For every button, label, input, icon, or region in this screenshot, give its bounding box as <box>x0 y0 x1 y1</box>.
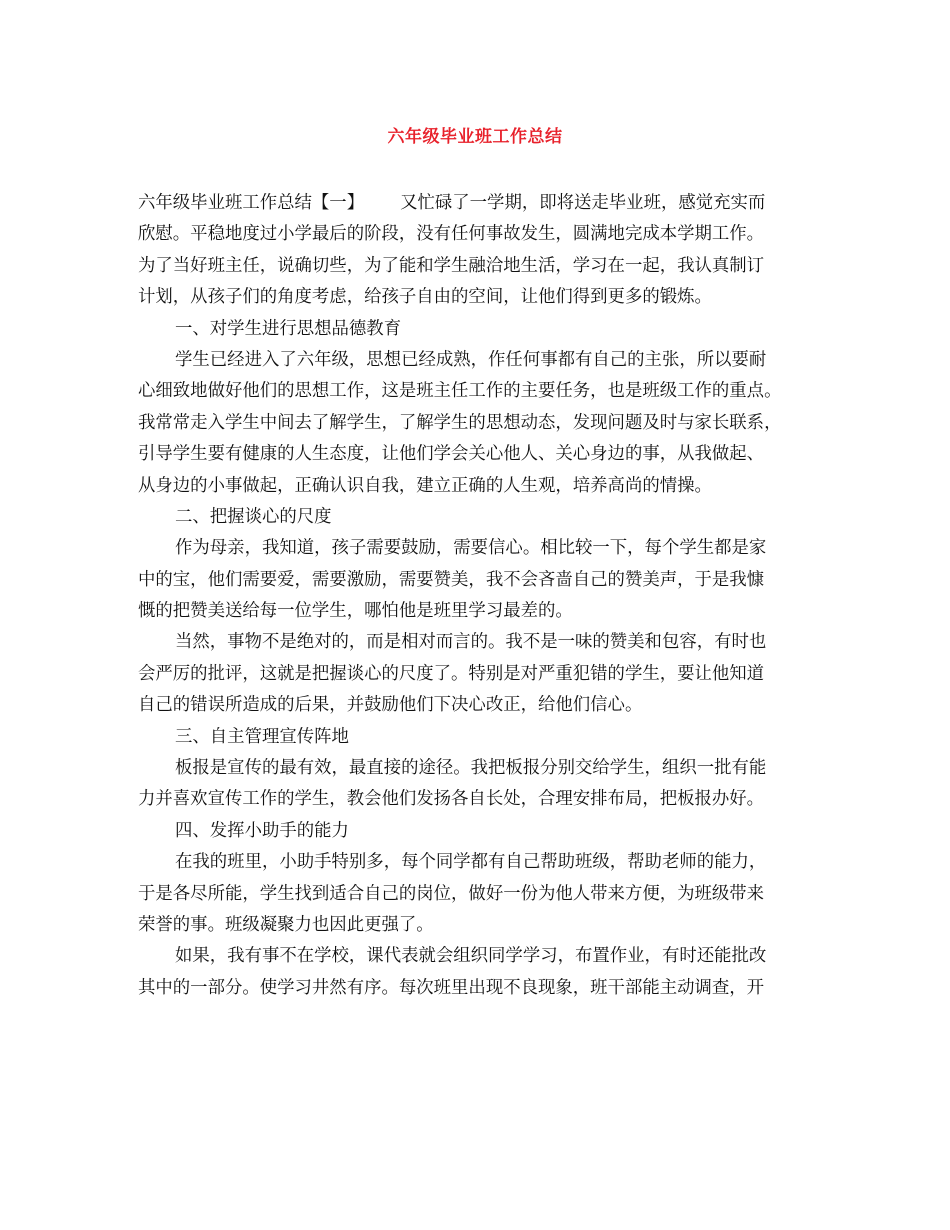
paragraph-line <box>138 879 828 910</box>
line-text: 又忙碌了一学期，即将送走毕业班，感觉充实而 <box>400 193 766 213</box>
paragraph-line <box>138 502 828 533</box>
paragraph-line <box>138 439 828 470</box>
paragraph-line <box>138 847 828 878</box>
paragraph-line <box>138 471 828 502</box>
paragraph-line <box>138 627 828 658</box>
paragraph-line <box>138 910 828 941</box>
line-text: 计划，从孩子们的角度考虑，给孩子自由的空间，让他们得到更多的锻炼。 <box>138 287 712 308</box>
paragraph-line <box>138 816 828 847</box>
line-text: 荣誉的事。班级凝聚力也因此更强了。 <box>138 914 434 935</box>
line-text: 于是各尽所能，学生找到适合自己的岗位，做好一份为他人带来方便，为班级带来 <box>138 883 765 904</box>
line-text: 板报是宣传的最有效，最直接的途径。我把板报分别交给学生，组织一批有能 <box>175 758 767 779</box>
paragraph-line <box>138 784 828 815</box>
document-body <box>138 188 828 1004</box>
line-text: 当然，事物不是绝对的，而是相对而言的。我不是一味的赞美和包容，有时也 <box>175 632 767 653</box>
line-text: 我常常走入学生中间去了解学生，了解学生的思想动态，发现问题及时与家长联系， <box>138 412 782 433</box>
paragraph-line <box>138 753 828 784</box>
paragraph-line <box>138 408 828 439</box>
paragraph-line <box>138 659 828 690</box>
line-text: 慨的把赞美送给每一位学生，哪怕他是班里学习最差的。 <box>138 601 573 622</box>
line-text: 二、把握谈心的尺度 <box>175 506 332 527</box>
paragraph-line <box>138 314 828 345</box>
paragraph-line <box>138 941 828 972</box>
line-text: 会严厉的批评，这就是把握谈心的尺度了。特别是对严重犯错的学生，要让他知道 <box>138 663 765 684</box>
line-text: 在我的班里，小助手特别多，每个同学都有自己帮助班级，帮助老师的能力， <box>175 852 767 873</box>
line-text: 欣慰。平稳地度过小学最后的阶段，没有任何事故发生，圆满地完成本学期工作。 <box>138 224 765 245</box>
paragraph-line <box>138 219 828 250</box>
line-text: 力并喜欢宣传工作的学生，教会他们发扬各自长处，合理安排布局，把板报办好。 <box>138 789 765 810</box>
paragraph-line <box>138 188 828 219</box>
paragraph-line <box>138 596 828 627</box>
line-text: 一、对学生进行思想品德教育 <box>175 318 402 339</box>
paragraph-line <box>138 251 828 282</box>
intro-label: 六年级毕业班工作总结【一】 <box>138 193 365 213</box>
paragraph-line <box>138 973 828 1004</box>
line-text: 三、自主管理宣传阵地 <box>175 726 349 747</box>
line-text: 为了当好班主任，说确切些，为了能和学生融洽地生活，学习在一起，我认真制订 <box>138 255 765 276</box>
line-text: 如果，我有事不在学校，课代表就会组织同学学习，布置作业，有时还能批改 <box>175 946 767 967</box>
paragraph-line <box>138 345 828 376</box>
line-text: 四、发挥小助手的能力 <box>175 820 349 841</box>
paragraph-line <box>138 376 828 407</box>
line-text: 作为母亲，我知道，孩子需要鼓励，需要信心。相比较一下，每个学生都是家 <box>175 538 767 559</box>
paragraph-line <box>138 282 828 313</box>
document-title: 六年级毕业班工作总结 <box>387 127 563 147</box>
paragraph-line <box>138 533 828 564</box>
line-text: 自己的错误所造成的后果，并鼓励他们下决心改正，给他们信心。 <box>138 695 643 716</box>
paragraph-line <box>138 565 828 596</box>
paragraph-line <box>138 722 828 753</box>
line-text: 心细致地做好他们的思想工作，这是班主任工作的主要任务，也是班级工作的重点。 <box>138 381 782 402</box>
line-text: 从身边的小事做起，正确认识自我，建立正确的人生观，培养高尚的情操。 <box>138 475 712 496</box>
line-text: 学生已经进入了六年级，思想已经成熟，作任何事都有自己的主张，所以要耐 <box>175 349 767 370</box>
line-text: 其中的一部分。使学习井然有序。每次班里出现不良现象，班干部能主动调查，开 <box>138 977 765 998</box>
line-text: 中的宝，他们需要爱，需要激励，需要赞美，我不会吝啬自己的赞美声，于是我慷 <box>138 569 765 590</box>
paragraph-line <box>138 690 828 721</box>
line-text: 引导学生要有健康的人生态度，让他们学会关心他人、关心身边的事，从我做起、 <box>138 444 765 465</box>
